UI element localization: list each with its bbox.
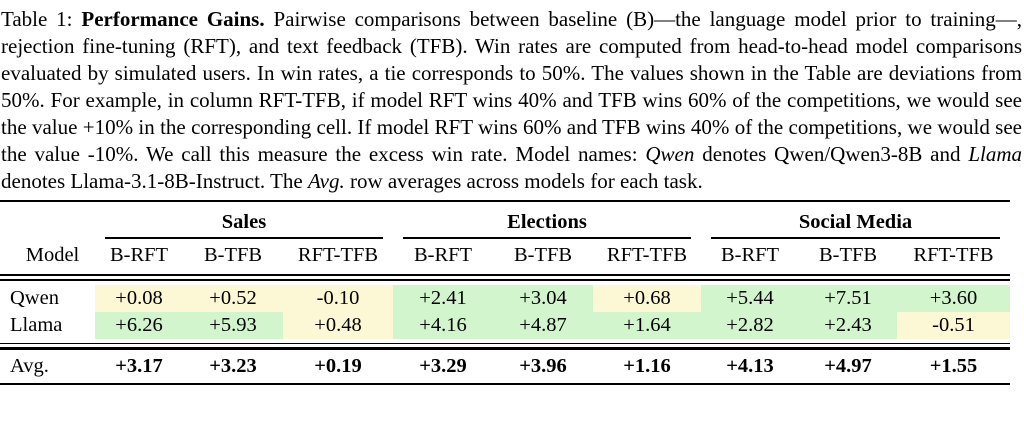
value-cell: +5.93	[183, 312, 283, 339]
table-row-llama	[0, 312, 1010, 339]
row-label-llama: Llama	[10, 314, 63, 336]
column-header: B-RFT	[413, 244, 473, 266]
value-cell: -0.10	[283, 285, 393, 312]
results-table	[0, 200, 1010, 385]
caption-body-1: Pairwise comparisons between baseline (B)—the language model prior to training—, rejection fine-tuning (RFT), and text feedback (TFB). Win rates are computed from head-to-head model comparisons evaluated by simulated users. In win rates, a tie corresponds to 50%. The values shown in the Table are deviations from 50%. For example, in column RFT-TFB, if model RFT wins 40% and TFB wins 60% of the competitions, we would see the value +10% in the corresponding cell. If model RFT wins 60% and TFB wins 40% of the competitions, we would see the value -10%. We call this measure the excess win rate. Model names:	[1, 7, 1022, 166]
value-cell: +5.44	[701, 285, 799, 312]
table-row-qwen	[0, 285, 1010, 312]
avg-value-cell: +1.16	[623, 355, 671, 377]
avg-value-cell: +3.17	[115, 355, 163, 377]
avg-value-cell: +3.23	[209, 355, 257, 377]
avg-value-cell: +3.96	[519, 355, 567, 377]
header-double-rule	[0, 274, 1010, 281]
group-label: Elections	[507, 211, 587, 233]
column-header: RFT-TFB	[913, 244, 994, 266]
value-cell: +4.16	[393, 312, 493, 339]
value-cell: +3.04	[493, 285, 593, 312]
avg-value-cell: +3.29	[419, 355, 467, 377]
group-header-sales	[95, 202, 393, 239]
table-row	[0, 383, 1010, 385]
group-header-spacer	[0, 202, 95, 239]
table-row-avg	[0, 350, 1010, 383]
column-header: RFT-TFB	[606, 244, 688, 266]
column-header: B-TFB	[203, 244, 263, 266]
value-cell: +0.08	[95, 285, 183, 312]
group-header-social-media	[701, 202, 1010, 239]
column-header: B-RFT	[109, 244, 169, 266]
group-header-row	[0, 202, 1010, 239]
group-label: Social Media	[798, 211, 913, 233]
avg-value-cell: +4.97	[824, 355, 872, 377]
row-label-avg: Avg.	[10, 355, 49, 377]
caption-model-llama: Llama	[968, 142, 1022, 166]
avg-value-cell: +0.19	[314, 355, 362, 377]
table-row	[0, 272, 1010, 285]
group-label: Sales	[221, 211, 267, 233]
caption-body-4: row averages across models for each task.	[344, 169, 703, 193]
table-bottom-rule	[0, 383, 1010, 385]
column-header: B-TFB	[818, 244, 878, 266]
table-caption	[0, 0, 1024, 195]
caption-title: Performance Gains.	[81, 7, 265, 31]
value-cell: +1.64	[593, 312, 701, 339]
row-label-qwen: Qwen	[10, 287, 59, 309]
value-cell: +0.68	[593, 285, 701, 312]
avg-value-cell: +1.55	[929, 355, 978, 377]
value-cell: +2.41	[393, 285, 493, 312]
value-cell: +0.48	[283, 312, 393, 339]
caption-label: Table 1:	[1, 7, 82, 31]
table-row	[0, 339, 1010, 350]
value-cell: +2.43	[799, 312, 897, 339]
column-header: RFT-TFB	[297, 244, 379, 266]
caption-avg-word: Avg.	[307, 169, 345, 193]
value-cell: +0.52	[183, 285, 283, 312]
avg-separator-rule	[0, 343, 1010, 350]
value-cell: +3.60	[897, 285, 1010, 312]
caption-model-qwen: Qwen	[645, 142, 695, 166]
column-header: B-TFB	[513, 244, 573, 266]
column-header-model: Model	[25, 244, 80, 266]
value-cell: +6.26	[95, 312, 183, 339]
value-cell: +7.51	[799, 285, 897, 312]
column-header-row	[0, 239, 1010, 272]
caption-body-3: denotes Llama-3.1-8B-Instruct. The	[1, 169, 308, 193]
value-cell: -0.51	[897, 312, 1010, 339]
caption-body-2: denotes Qwen/Qwen3-8B and	[694, 142, 969, 166]
value-cell: +4.87	[493, 312, 593, 339]
value-cell: +2.82	[701, 312, 799, 339]
group-header-elections	[393, 202, 701, 239]
column-header: B-RFT	[720, 244, 780, 266]
avg-value-cell: +4.13	[726, 355, 774, 377]
